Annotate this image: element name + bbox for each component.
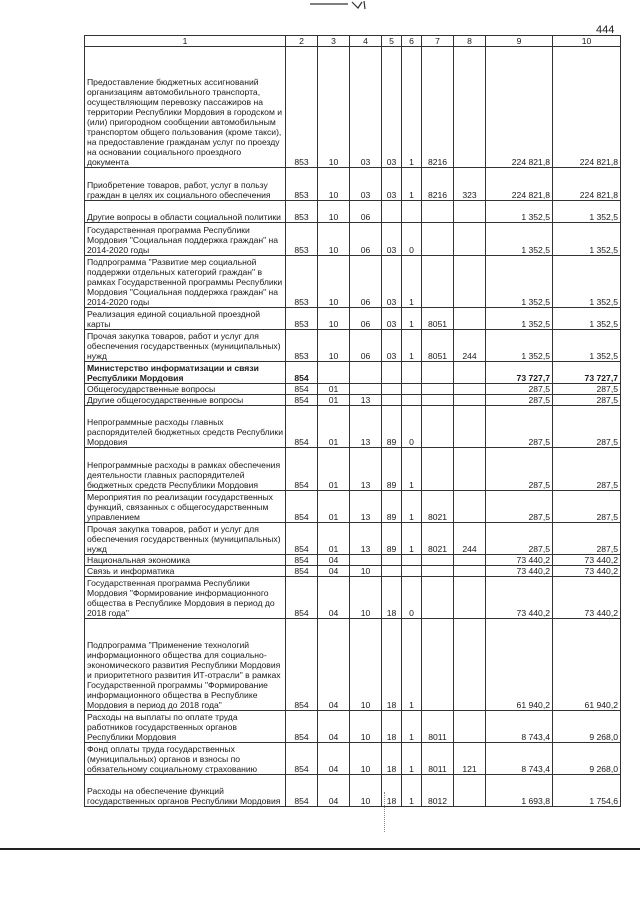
amount-year-1: 287,5 bbox=[486, 491, 553, 523]
program-code: 89 bbox=[382, 523, 402, 555]
table-row bbox=[85, 566, 621, 577]
expense-type-code bbox=[454, 395, 486, 406]
direction-code bbox=[422, 201, 454, 223]
table-row bbox=[85, 577, 621, 619]
direction-code bbox=[422, 619, 454, 711]
program-code: 89 bbox=[382, 491, 402, 523]
grbs-code: 854 bbox=[286, 775, 318, 807]
amount-year-1: 73 440,2 bbox=[486, 555, 553, 566]
subprogram-code: 1 bbox=[402, 448, 422, 491]
row-name: Связь и информатика bbox=[85, 566, 286, 577]
table-row bbox=[85, 491, 621, 523]
amount-year-2: 1 352,5 bbox=[553, 256, 621, 308]
amount-year-1: 1 352,5 bbox=[486, 223, 553, 256]
direction-code: 8011 bbox=[422, 711, 454, 743]
direction-code: 8216 bbox=[422, 168, 454, 201]
table-row bbox=[85, 743, 621, 775]
direction-code bbox=[422, 223, 454, 256]
amount-year-1: 1 352,5 bbox=[486, 256, 553, 308]
table-row bbox=[85, 201, 621, 223]
amount-year-1: 287,5 bbox=[486, 395, 553, 406]
subsection-code: 10 bbox=[350, 566, 382, 577]
amount-year-2: 9 268,0 bbox=[553, 711, 621, 743]
grbs-code: 853 bbox=[286, 223, 318, 256]
row-name: Другие общегосударственные вопросы bbox=[85, 395, 286, 406]
table-row bbox=[85, 308, 621, 330]
amount-year-2: 1 352,5 bbox=[553, 308, 621, 330]
subsection-code: 13 bbox=[350, 406, 382, 448]
direction-code: 8051 bbox=[422, 330, 454, 362]
section-code: 10 bbox=[318, 47, 350, 168]
amount-year-1: 1 352,5 bbox=[486, 308, 553, 330]
amount-year-1: 1 352,5 bbox=[486, 330, 553, 362]
section-code: 01 bbox=[318, 448, 350, 491]
program-code: 89 bbox=[382, 406, 402, 448]
subprogram-code: 1 bbox=[402, 168, 422, 201]
amount-year-1: 73 440,2 bbox=[486, 566, 553, 577]
table-row bbox=[85, 384, 621, 395]
subprogram-code bbox=[402, 566, 422, 577]
row-name: Государственная программа Республики Мордовия "Формирование информационного общества в Республике Мордовия в период до 2018 года" bbox=[85, 577, 286, 619]
table-row bbox=[85, 256, 621, 308]
column-header: 10 bbox=[553, 36, 621, 47]
row-name: Прочая закупка товаров, работ и услуг для обеспечения государственных (муниципальных) нужд bbox=[85, 330, 286, 362]
row-name: Мероприятия по реализации государственных функций, связанных с общегосударственным управлением bbox=[85, 491, 286, 523]
subsection-code bbox=[350, 384, 382, 395]
amount-year-2: 224 821,8 bbox=[553, 168, 621, 201]
direction-code: 8021 bbox=[422, 523, 454, 555]
section-code: 01 bbox=[318, 491, 350, 523]
grbs-code: 854 bbox=[286, 555, 318, 566]
subsection-code bbox=[350, 362, 382, 384]
section-code: 01 bbox=[318, 523, 350, 555]
program-code: 18 bbox=[382, 775, 402, 807]
amount-year-2: 224 821,8 bbox=[553, 47, 621, 168]
direction-code bbox=[422, 384, 454, 395]
expense-type-code bbox=[454, 47, 486, 168]
direction-code: 8012 bbox=[422, 775, 454, 807]
section-code: 01 bbox=[318, 384, 350, 395]
program-code bbox=[382, 384, 402, 395]
amount-year-1: 287,5 bbox=[486, 384, 553, 395]
expense-type-code bbox=[454, 577, 486, 619]
subsection-code: 06 bbox=[350, 256, 382, 308]
expense-type-code bbox=[454, 256, 486, 308]
amount-year-1: 1 693,8 bbox=[486, 775, 553, 807]
budget-table bbox=[84, 35, 621, 807]
row-name: Другие вопросы в области социальной политики bbox=[85, 201, 286, 223]
row-name: Общегосударственные вопросы bbox=[85, 384, 286, 395]
expense-type-code bbox=[454, 555, 486, 566]
column-header: 3 bbox=[318, 36, 350, 47]
section-code: 04 bbox=[318, 711, 350, 743]
column-header: 6 bbox=[402, 36, 422, 47]
page-number: 444 bbox=[596, 24, 615, 36]
row-name: Фонд оплаты труда государственных (муниципальных) органов и взносы по обязательному социальному страхованию bbox=[85, 743, 286, 775]
grbs-code: 853 bbox=[286, 330, 318, 362]
amount-year-2: 287,5 bbox=[553, 384, 621, 395]
direction-code: 8021 bbox=[422, 491, 454, 523]
direction-code bbox=[422, 448, 454, 491]
section-code: 01 bbox=[318, 395, 350, 406]
section-code: 01 bbox=[318, 406, 350, 448]
subprogram-code bbox=[402, 395, 422, 406]
amount-year-2: 9 268,0 bbox=[553, 743, 621, 775]
table-row bbox=[85, 47, 621, 168]
section-code: 10 bbox=[318, 330, 350, 362]
amount-year-1: 1 352,5 bbox=[486, 201, 553, 223]
amount-year-2: 73 440,2 bbox=[553, 566, 621, 577]
expense-type-code: 323 bbox=[454, 168, 486, 201]
direction-code bbox=[422, 256, 454, 308]
column-header: 2 bbox=[286, 36, 318, 47]
subsection-code: 10 bbox=[350, 711, 382, 743]
subprogram-code: 1 bbox=[402, 330, 422, 362]
direction-code bbox=[422, 406, 454, 448]
subsection-code: 10 bbox=[350, 577, 382, 619]
grbs-code: 854 bbox=[286, 743, 318, 775]
grbs-code: 854 bbox=[286, 566, 318, 577]
page-bottom-rule bbox=[0, 848, 640, 850]
row-name: Приобретение товаров, работ, услуг в пользу граждан в целях их социального обеспечения bbox=[85, 168, 286, 201]
row-name: Непрограммные расходы главных распорядителей бюджетных средств Республики Мордовия bbox=[85, 406, 286, 448]
grbs-code: 854 bbox=[286, 406, 318, 448]
subsection-code: 13 bbox=[350, 448, 382, 491]
amount-year-2: 73 440,2 bbox=[553, 577, 621, 619]
subsection-code: 03 bbox=[350, 47, 382, 168]
table-row bbox=[85, 330, 621, 362]
row-name: Реализация единой социальной проездной карты bbox=[85, 308, 286, 330]
section-code: 10 bbox=[318, 223, 350, 256]
expense-type-code bbox=[454, 384, 486, 395]
grbs-code: 854 bbox=[286, 619, 318, 711]
column-header: 4 bbox=[350, 36, 382, 47]
amount-year-1: 73 440,2 bbox=[486, 577, 553, 619]
program-code: 03 bbox=[382, 47, 402, 168]
amount-year-1: 8 743,4 bbox=[486, 711, 553, 743]
table-row bbox=[85, 619, 621, 711]
table-row bbox=[85, 523, 621, 555]
expense-type-code: 244 bbox=[454, 330, 486, 362]
program-code: 03 bbox=[382, 168, 402, 201]
expense-type-code: 244 bbox=[454, 523, 486, 555]
expense-type-code bbox=[454, 566, 486, 577]
table-row bbox=[85, 448, 621, 491]
grbs-code: 854 bbox=[286, 362, 318, 384]
amount-year-2: 287,5 bbox=[553, 491, 621, 523]
expense-type-code bbox=[454, 448, 486, 491]
program-code: 18 bbox=[382, 577, 402, 619]
section-code: 10 bbox=[318, 256, 350, 308]
table-row bbox=[85, 168, 621, 201]
expense-type-code bbox=[454, 223, 486, 256]
subsection-code bbox=[350, 555, 382, 566]
grbs-code: 854 bbox=[286, 395, 318, 406]
subprogram-code: 1 bbox=[402, 47, 422, 168]
subsection-code: 13 bbox=[350, 523, 382, 555]
amount-year-2: 287,5 bbox=[553, 523, 621, 555]
grbs-code: 854 bbox=[286, 448, 318, 491]
program-code: 03 bbox=[382, 308, 402, 330]
amount-year-1: 287,5 bbox=[486, 448, 553, 491]
expense-type-code bbox=[454, 775, 486, 807]
program-code bbox=[382, 395, 402, 406]
row-name: Подпрограмма "Развитие мер социальной поддержки отдельных категорий граждан" в рамках Государственной программы Республики Мордовия "Социальная поддержка граждан" на 2014-2020 годы bbox=[85, 256, 286, 308]
expense-type-code bbox=[454, 619, 486, 711]
amount-year-2: 1 352,5 bbox=[553, 201, 621, 223]
subprogram-code bbox=[402, 384, 422, 395]
section-code: 04 bbox=[318, 619, 350, 711]
subsection-code: 06 bbox=[350, 223, 382, 256]
amount-year-1: 61 940,2 bbox=[486, 619, 553, 711]
subsection-code: 06 bbox=[350, 201, 382, 223]
subsection-code: 13 bbox=[350, 395, 382, 406]
amount-year-1: 73 727,7 bbox=[486, 362, 553, 384]
subsection-code: 06 bbox=[350, 330, 382, 362]
amount-year-2: 287,5 bbox=[553, 406, 621, 448]
expense-type-code bbox=[454, 711, 486, 743]
program-code bbox=[382, 566, 402, 577]
program-code bbox=[382, 201, 402, 223]
amount-year-2: 61 940,2 bbox=[553, 619, 621, 711]
amount-year-1: 287,5 bbox=[486, 406, 553, 448]
section-code: 04 bbox=[318, 577, 350, 619]
program-code: 03 bbox=[382, 330, 402, 362]
subprogram-code: 1 bbox=[402, 523, 422, 555]
subprogram-code bbox=[402, 362, 422, 384]
subprogram-code: 1 bbox=[402, 711, 422, 743]
grbs-code: 854 bbox=[286, 491, 318, 523]
program-code: 18 bbox=[382, 743, 402, 775]
table-row bbox=[85, 555, 621, 566]
section-code: 04 bbox=[318, 775, 350, 807]
subsection-code: 10 bbox=[350, 775, 382, 807]
direction-code bbox=[422, 555, 454, 566]
amount-year-2: 287,5 bbox=[553, 395, 621, 406]
subprogram-code: 1 bbox=[402, 743, 422, 775]
subprogram-code: 1 bbox=[402, 775, 422, 807]
row-name: Прочая закупка товаров, работ и услуг для обеспечения государственных (муниципальных) нужд bbox=[85, 523, 286, 555]
amount-year-2: 73 727,7 bbox=[553, 362, 621, 384]
grbs-code: 854 bbox=[286, 711, 318, 743]
top-scribble-mark bbox=[308, 0, 368, 10]
grbs-code: 853 bbox=[286, 256, 318, 308]
amount-year-2: 73 440,2 bbox=[553, 555, 621, 566]
direction-code: 8051 bbox=[422, 308, 454, 330]
subprogram-code: 1 bbox=[402, 256, 422, 308]
section-code: 04 bbox=[318, 566, 350, 577]
subsection-code: 03 bbox=[350, 168, 382, 201]
subsection-code: 10 bbox=[350, 743, 382, 775]
direction-code bbox=[422, 362, 454, 384]
expense-type-code bbox=[454, 201, 486, 223]
subprogram-code: 1 bbox=[402, 619, 422, 711]
amount-year-2: 1 352,5 bbox=[553, 330, 621, 362]
table-row bbox=[85, 711, 621, 743]
expense-type-code bbox=[454, 406, 486, 448]
grbs-code: 854 bbox=[286, 384, 318, 395]
grbs-code: 853 bbox=[286, 47, 318, 168]
expense-type-code bbox=[454, 308, 486, 330]
grbs-code: 854 bbox=[286, 523, 318, 555]
section-code: 10 bbox=[318, 308, 350, 330]
subprogram-code: 0 bbox=[402, 223, 422, 256]
subsection-code: 10 bbox=[350, 619, 382, 711]
grbs-code: 853 bbox=[286, 308, 318, 330]
section-code bbox=[318, 362, 350, 384]
subprogram-code: 0 bbox=[402, 406, 422, 448]
expense-type-code: 121 bbox=[454, 743, 486, 775]
subsection-code: 06 bbox=[350, 308, 382, 330]
column-header: 7 bbox=[422, 36, 454, 47]
fold-mark-line bbox=[384, 792, 388, 832]
program-code bbox=[382, 555, 402, 566]
row-name: Подпрограмма "Применение технологий информационного общества для социально-экономического развития Республики Мордовия и приоритетного развития ИТ-отрасли" в рамках Государственной программы "Формирование информационного общества в Республике Мордовия в период до 2018 года" bbox=[85, 619, 286, 711]
subprogram-code bbox=[402, 555, 422, 566]
amount-year-1: 224 821,8 bbox=[486, 47, 553, 168]
table-header-row bbox=[85, 36, 621, 47]
grbs-code: 854 bbox=[286, 577, 318, 619]
grbs-code: 853 bbox=[286, 168, 318, 201]
table-row bbox=[85, 223, 621, 256]
direction-code: 8216 bbox=[422, 47, 454, 168]
row-name: Расходы на выплаты по оплате труда работников государственных органов Республики Мордовия bbox=[85, 711, 286, 743]
section-code: 04 bbox=[318, 743, 350, 775]
subprogram-code: 1 bbox=[402, 491, 422, 523]
column-header: 1 bbox=[85, 36, 286, 47]
program-code: 03 bbox=[382, 256, 402, 308]
row-name: Расходы на обеспечение функций государственных органов Республики Мордовия bbox=[85, 775, 286, 807]
program-code: 89 bbox=[382, 448, 402, 491]
expense-type-code bbox=[454, 491, 486, 523]
row-name: Национальная экономика bbox=[85, 555, 286, 566]
section-code: 10 bbox=[318, 168, 350, 201]
row-name: Государственная программа Республики Мордовия "Социальная поддержка граждан" на 2014-2020 годы bbox=[85, 223, 286, 256]
column-header: 9 bbox=[486, 36, 553, 47]
subsection-code: 13 bbox=[350, 491, 382, 523]
amount-year-2: 1 754,6 bbox=[553, 775, 621, 807]
table-row bbox=[85, 775, 621, 807]
section-code: 10 bbox=[318, 201, 350, 223]
subprogram-code bbox=[402, 201, 422, 223]
row-name: Непрограммные расходы в рамках обеспечения деятельности главных распорядителей бюджетных средств Республики Мордовия bbox=[85, 448, 286, 491]
direction-code bbox=[422, 577, 454, 619]
table-row bbox=[85, 362, 621, 384]
grbs-code: 853 bbox=[286, 201, 318, 223]
amount-year-1: 287,5 bbox=[486, 523, 553, 555]
amount-year-1: 8 743,4 bbox=[486, 743, 553, 775]
column-header: 5 bbox=[382, 36, 402, 47]
direction-code: 8011 bbox=[422, 743, 454, 775]
subprogram-code: 1 bbox=[402, 308, 422, 330]
row-name: Министерство информатизации и связи Республики Мордовия bbox=[85, 362, 286, 384]
amount-year-2: 1 352,5 bbox=[553, 223, 621, 256]
amount-year-1: 224 821,8 bbox=[486, 168, 553, 201]
column-header: 8 bbox=[454, 36, 486, 47]
program-code: 03 bbox=[382, 223, 402, 256]
amount-year-2: 287,5 bbox=[553, 448, 621, 491]
table-row bbox=[85, 406, 621, 448]
direction-code bbox=[422, 566, 454, 577]
program-code: 18 bbox=[382, 711, 402, 743]
program-code bbox=[382, 362, 402, 384]
section-code: 04 bbox=[318, 555, 350, 566]
expense-type-code bbox=[454, 362, 486, 384]
subprogram-code: 0 bbox=[402, 577, 422, 619]
program-code: 18 bbox=[382, 619, 402, 711]
direction-code bbox=[422, 395, 454, 406]
table-row bbox=[85, 395, 621, 406]
row-name: Предоставление бюджетных ассигнований организациям автомобильного транспорта, осуществляющим перевозку пассажиров на территории Республики Мордовия в городском и (или) пригородном сообщении автомобильным транспортом общего пользования (кроме такси), на предоставление гражданам услуг по проезду на основании социального проездного документа bbox=[85, 47, 286, 168]
